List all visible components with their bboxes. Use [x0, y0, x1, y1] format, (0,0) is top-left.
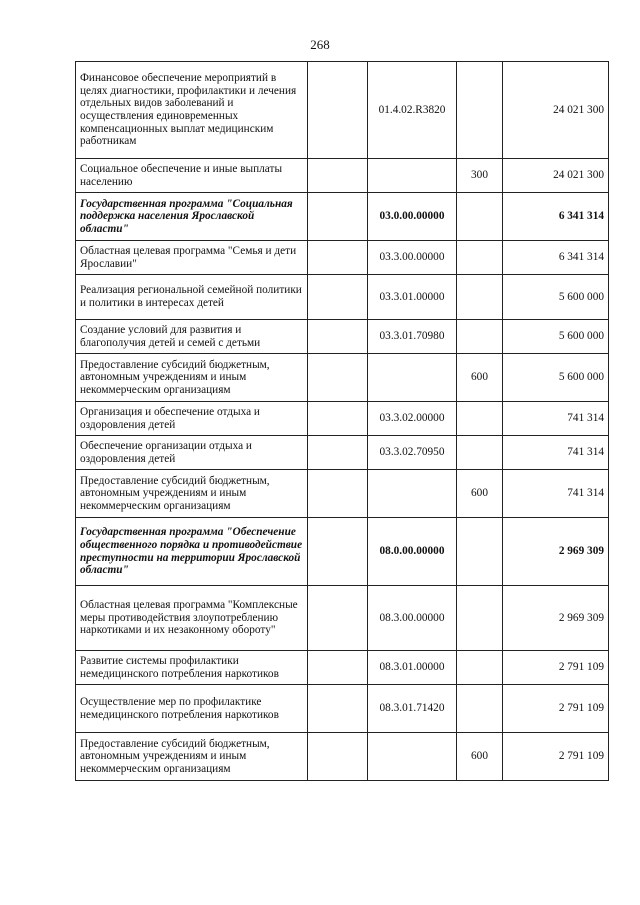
row-type [457, 275, 503, 320]
row-sum: 5 600 000 [503, 275, 609, 320]
table-row [76, 518, 609, 586]
row-name: Областная целевая программа "Семья и дети Ярославии" [76, 241, 308, 275]
row-sum: 2 791 109 [503, 685, 609, 733]
row-name: Государственная программа "Социальная поддержка населения Ярославской области" [76, 193, 308, 241]
row-type [457, 241, 503, 275]
table-row [76, 193, 609, 241]
row-name: Государственная программа "Обеспечение общественного порядка и противодействие преступности на территории Ярославской области" [76, 518, 308, 586]
row-empty-cell [308, 586, 368, 651]
row-empty-cell [308, 651, 368, 685]
table-row [76, 402, 609, 436]
row-type [457, 193, 503, 241]
row-sum: 741 314 [503, 470, 609, 518]
row-sum: 24 021 300 [503, 62, 609, 159]
table-row [76, 159, 609, 193]
row-code: 03.0.00.00000 [368, 193, 457, 241]
table-row [76, 241, 609, 275]
row-sum: 5 600 000 [503, 320, 609, 354]
row-sum: 6 341 314 [503, 241, 609, 275]
row-name: Предоставление субсидий бюджетным, автономным учреждениям и иным некоммерческим организациям [76, 733, 308, 781]
table-row [76, 733, 609, 781]
row-empty-cell [308, 402, 368, 436]
row-type [457, 402, 503, 436]
row-sum: 6 341 314 [503, 193, 609, 241]
row-empty-cell [308, 518, 368, 586]
row-type [457, 436, 503, 470]
row-name: Развитие системы профилактики немедицинского потребления наркотиков [76, 651, 308, 685]
table-row [76, 275, 609, 320]
table-row [76, 62, 609, 159]
row-sum: 5 600 000 [503, 354, 609, 402]
row-code: 03.3.01.70980 [368, 320, 457, 354]
row-code [368, 733, 457, 781]
row-type [457, 685, 503, 733]
table-row [76, 470, 609, 518]
row-code: 08.3.00.00000 [368, 586, 457, 651]
row-empty-cell [308, 193, 368, 241]
row-name: Организация и обеспечение отдыха и оздоровления детей [76, 402, 308, 436]
row-empty-cell [308, 62, 368, 159]
row-code: 08.3.01.00000 [368, 651, 457, 685]
row-name: Создание условий для развития и благополучия детей и семей с детьми [76, 320, 308, 354]
row-name: Финансовое обеспечение мероприятий в целях диагностики, профилактики и лечения отдельных видов заболеваний и осуществления единовременных компенсационных выплат медицинским работникам [76, 62, 308, 159]
row-empty-cell [308, 275, 368, 320]
row-code: 03.3.01.00000 [368, 275, 457, 320]
row-type: 600 [457, 470, 503, 518]
row-code: 03.3.02.00000 [368, 402, 457, 436]
row-type [457, 651, 503, 685]
row-empty-cell [308, 241, 368, 275]
table-row [76, 320, 609, 354]
row-name: Обеспечение организации отдыха и оздоровления детей [76, 436, 308, 470]
table-row [76, 436, 609, 470]
row-empty-cell [308, 470, 368, 518]
table-row [76, 586, 609, 651]
budget-table [75, 61, 609, 781]
row-sum: 741 314 [503, 436, 609, 470]
row-name: Осуществление мер по профилактике немедицинского потребления наркотиков [76, 685, 308, 733]
row-code [368, 159, 457, 193]
row-code: 03.3.00.00000 [368, 241, 457, 275]
row-name: Предоставление субсидий бюджетным, автономным учреждениям и иным некоммерческим организациям [76, 354, 308, 402]
row-type [457, 586, 503, 651]
row-empty-cell [308, 320, 368, 354]
table-row [76, 354, 609, 402]
row-type [457, 518, 503, 586]
row-type: 300 [457, 159, 503, 193]
row-sum: 741 314 [503, 402, 609, 436]
row-name: Предоставление субсидий бюджетным, автономным учреждениям и иным некоммерческим организациям [76, 470, 308, 518]
row-empty-cell [308, 354, 368, 402]
row-sum: 2 791 109 [503, 733, 609, 781]
row-code: 08.0.00.00000 [368, 518, 457, 586]
row-sum: 2 969 309 [503, 586, 609, 651]
row-type: 600 [457, 733, 503, 781]
budget-table-body [76, 62, 609, 781]
row-sum: 2 969 309 [503, 518, 609, 586]
row-empty-cell [308, 436, 368, 470]
table-row [76, 651, 609, 685]
row-code: 01.4.02.R3820 [368, 62, 457, 159]
row-name: Социальное обеспечение и иные выплаты населению [76, 159, 308, 193]
row-code: 08.3.01.71420 [368, 685, 457, 733]
row-empty-cell [308, 685, 368, 733]
table-row [76, 685, 609, 733]
row-sum: 24 021 300 [503, 159, 609, 193]
row-sum: 2 791 109 [503, 651, 609, 685]
row-name: Реализация региональной семейной политики и политики в интересах детей [76, 275, 308, 320]
row-type: 600 [457, 354, 503, 402]
row-code [368, 470, 457, 518]
row-code: 03.3.02.70950 [368, 436, 457, 470]
row-empty-cell [308, 159, 368, 193]
row-code [368, 354, 457, 402]
row-type [457, 62, 503, 159]
page-number: 268 [310, 37, 330, 52]
row-name: Областная целевая программа "Комплексные меры противодействия злоупотреблению наркотиками и их незаконному обороту" [76, 586, 308, 651]
row-empty-cell [308, 733, 368, 781]
row-type [457, 320, 503, 354]
